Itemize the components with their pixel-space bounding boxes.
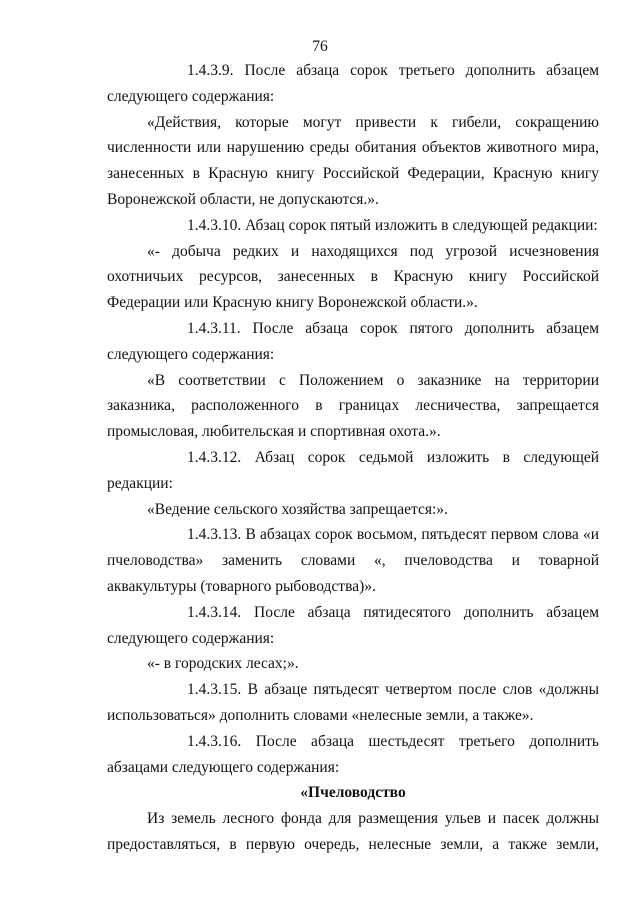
paragraph-text: «Действия, которые могут привести к гибели, сокращению численности или нарушению среды обитания объектов животного мира, занесенных в Красную книгу Российской Федерации, Красную книгу Воронежской области, не допускаются.». [107, 113, 599, 208]
paragraph-text: В абзаце пятьдесят четвертом после слов «должны использоваться» дополнить словами «нелесные земли, а также». [107, 681, 599, 724]
clause-number: 1.4.3.14. [187, 603, 242, 621]
clause-number: 1.4.3.13. [187, 526, 242, 544]
paragraph-text: Абзац сорок седьмой изложить в следующей редакции: [107, 448, 600, 492]
paragraph-1-4-3-16 [107, 729, 599, 781]
quoted-paragraph [107, 239, 599, 316]
section-heading: «Пчеловодство [300, 784, 406, 802]
quoted-paragraph [107, 110, 599, 213]
paragraph-text: «Ведение сельского хозяйства запрещается:». [147, 500, 448, 518]
quoted-paragraph [107, 368, 599, 445]
paragraph-1-4-3-13 [107, 522, 599, 599]
paragraph-text: В абзацах сорок восьмом, пятьдесят первом слова «и пчеловодства» заменить словами «, пчеловодства и товарной аквакультуры (товарного рыбоводства)». [107, 526, 599, 595]
paragraph-1-4-3-15 [107, 677, 599, 729]
clause-number: 1.4.3.10. [187, 216, 242, 234]
paragraph-1-4-3-11 [107, 316, 599, 368]
paragraph-text: После абзаца сорок пятого дополнить абзацем следующего содержания: [107, 319, 599, 363]
paragraph-text: После абзаца сорок третьего дополнить абзацем следующего содержания: [107, 62, 600, 105]
paragraph-text: «- добыча редких и находящихся под угрозой исчезновения охотничьих ресурсов, занесенных в Красную книгу Российской Федерации или Красную книгу Воронежской области.». [107, 242, 599, 312]
clause-number: 1.4.3.12. [187, 448, 242, 466]
clause-number: 1.4.3.11. [187, 319, 241, 337]
paragraph-1-4-3-12 [107, 445, 599, 497]
paragraph-text: «В соответствии с Положением о заказнике на территории заказника, расположенного в границах лесничества, запрещается промысловая, любительская и спортивная охота.». [107, 371, 599, 441]
paragraph-text: После абзаца шестьдесят третьего дополнить абзацами следующего содержания: [107, 732, 600, 776]
quoted-paragraph [107, 497, 599, 523]
document-body [107, 58, 599, 858]
clause-number: 1.4.3.15. [187, 681, 242, 699]
clause-number: 1.4.3.9. [187, 62, 234, 79]
paragraph-text: После абзаца пятидесятого дополнить абзацем следующего содержания: [107, 603, 600, 647]
paragraph-1-4-3-9 [107, 58, 599, 110]
paragraph-1-4-3-14 [107, 600, 599, 652]
clause-number: 1.4.3.16. [187, 732, 242, 750]
paragraph-1-4-3-10 [107, 213, 599, 239]
final-paragraph: Из земель лесного фонда для размещения ульев и пасек должны предоставляться, в первую очередь, нелесные земли, а также земли, [107, 810, 599, 853]
page-number: 76 [312, 38, 328, 55]
paragraph-text: Абзац сорок пятый изложить в следующей редакции: [245, 216, 598, 234]
paragraph-text: «- в городских лесах;». [147, 655, 299, 673]
quoted-paragraph [107, 651, 599, 677]
